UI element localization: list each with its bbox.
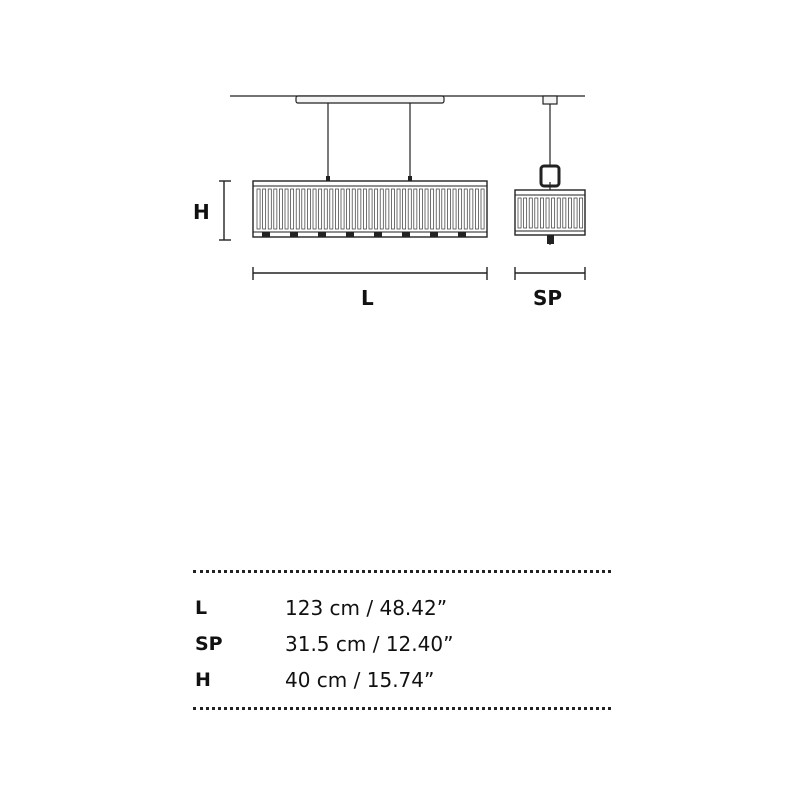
dimensions-table: [195, 590, 615, 698]
fixture-slat: [563, 198, 566, 228]
fixture-foot: [458, 232, 466, 237]
fixture-foot: [262, 232, 270, 237]
fixture-slat: [363, 189, 366, 229]
fixture-slat: [414, 189, 417, 229]
fixture-slat: [540, 198, 543, 228]
fixture-foot: [402, 232, 410, 237]
fixture-slat: [347, 189, 350, 229]
fixture-slat: [302, 189, 305, 229]
fixture-slat: [358, 189, 361, 229]
fixture-slat: [529, 198, 532, 228]
fixture-foot: [318, 232, 326, 237]
fixture-slat: [475, 189, 478, 229]
fixture-slat: [296, 189, 299, 229]
fixture-foot: [374, 232, 382, 237]
dotted-divider-bottom: [193, 707, 611, 710]
side-view-fixture: [515, 190, 585, 244]
fixture-slat: [352, 189, 355, 229]
spec-key: SP: [195, 633, 223, 655]
fixture-slat: [386, 189, 389, 229]
fixture-slat: [546, 198, 549, 228]
height-dimension: [219, 181, 231, 240]
front-view-fixture: [253, 181, 487, 237]
fixture-slat: [279, 189, 282, 229]
spec-row-height: [195, 662, 615, 698]
spec-key: H: [195, 669, 211, 691]
fixture-slat: [319, 189, 322, 229]
fixture-slat: [535, 198, 538, 228]
fixture-slat: [403, 189, 406, 229]
fixture-slat: [380, 189, 383, 229]
spec-row-length: [195, 590, 615, 626]
front-slats: [257, 189, 484, 229]
side-finial: [547, 235, 554, 244]
fixture-slat: [307, 189, 310, 229]
spec-key: L: [195, 597, 208, 619]
spec-value: 123 cm / 48.42”: [285, 596, 448, 620]
fixture-slat: [574, 198, 577, 228]
length-label: L: [361, 286, 374, 310]
spec-value: 40 cm / 15.74”: [285, 668, 435, 692]
fixture-slat: [447, 189, 450, 229]
fixture-slat: [313, 189, 316, 229]
fixture-slat: [268, 189, 271, 229]
fixture-foot: [430, 232, 438, 237]
fixture-slat: [408, 189, 411, 229]
dotted-divider-top: [193, 570, 611, 573]
fixture-slat: [552, 198, 555, 228]
fixture-slat: [397, 189, 400, 229]
fixture-slat: [291, 189, 294, 229]
height-label: H: [193, 200, 210, 224]
fixture-slat: [518, 198, 521, 228]
fixture-slat: [335, 189, 338, 229]
fixture-slat: [464, 189, 467, 229]
front-canopy: [296, 96, 444, 103]
fixture-slat: [459, 189, 462, 229]
fixture-slat: [481, 189, 484, 229]
spec-value: 31.5 cm / 12.40”: [285, 632, 454, 656]
fixture-slat: [524, 198, 527, 228]
spread-dimension: [515, 267, 585, 280]
fixture-slat: [453, 189, 456, 229]
fixture-slat: [330, 189, 333, 229]
spread-label: SP: [533, 286, 563, 310]
fixture-slat: [285, 189, 288, 229]
fixture-slat: [425, 189, 428, 229]
length-dimension: [253, 267, 487, 280]
fixture-slat: [369, 189, 372, 229]
fixture-slat: [391, 189, 394, 229]
fixture-slat: [324, 189, 327, 229]
fixture-slat: [419, 189, 422, 229]
fixture-slat: [375, 189, 378, 229]
fixture-foot: [346, 232, 354, 237]
fixture-slat: [442, 189, 445, 229]
fixture-slat: [341, 189, 344, 229]
side-canopy: [543, 96, 557, 104]
fixture-slat: [557, 198, 560, 228]
spec-row-spread: [195, 626, 615, 662]
fixture-slat: [431, 189, 434, 229]
fixture-slat: [436, 189, 439, 229]
fixture-slat: [568, 198, 571, 228]
fixture-slat: [580, 198, 583, 228]
fixture-slat: [257, 189, 260, 229]
fixture-slat: [274, 189, 277, 229]
fixture-foot: [290, 232, 298, 237]
fixture-slat: [470, 189, 473, 229]
fixture-slat: [263, 189, 266, 229]
